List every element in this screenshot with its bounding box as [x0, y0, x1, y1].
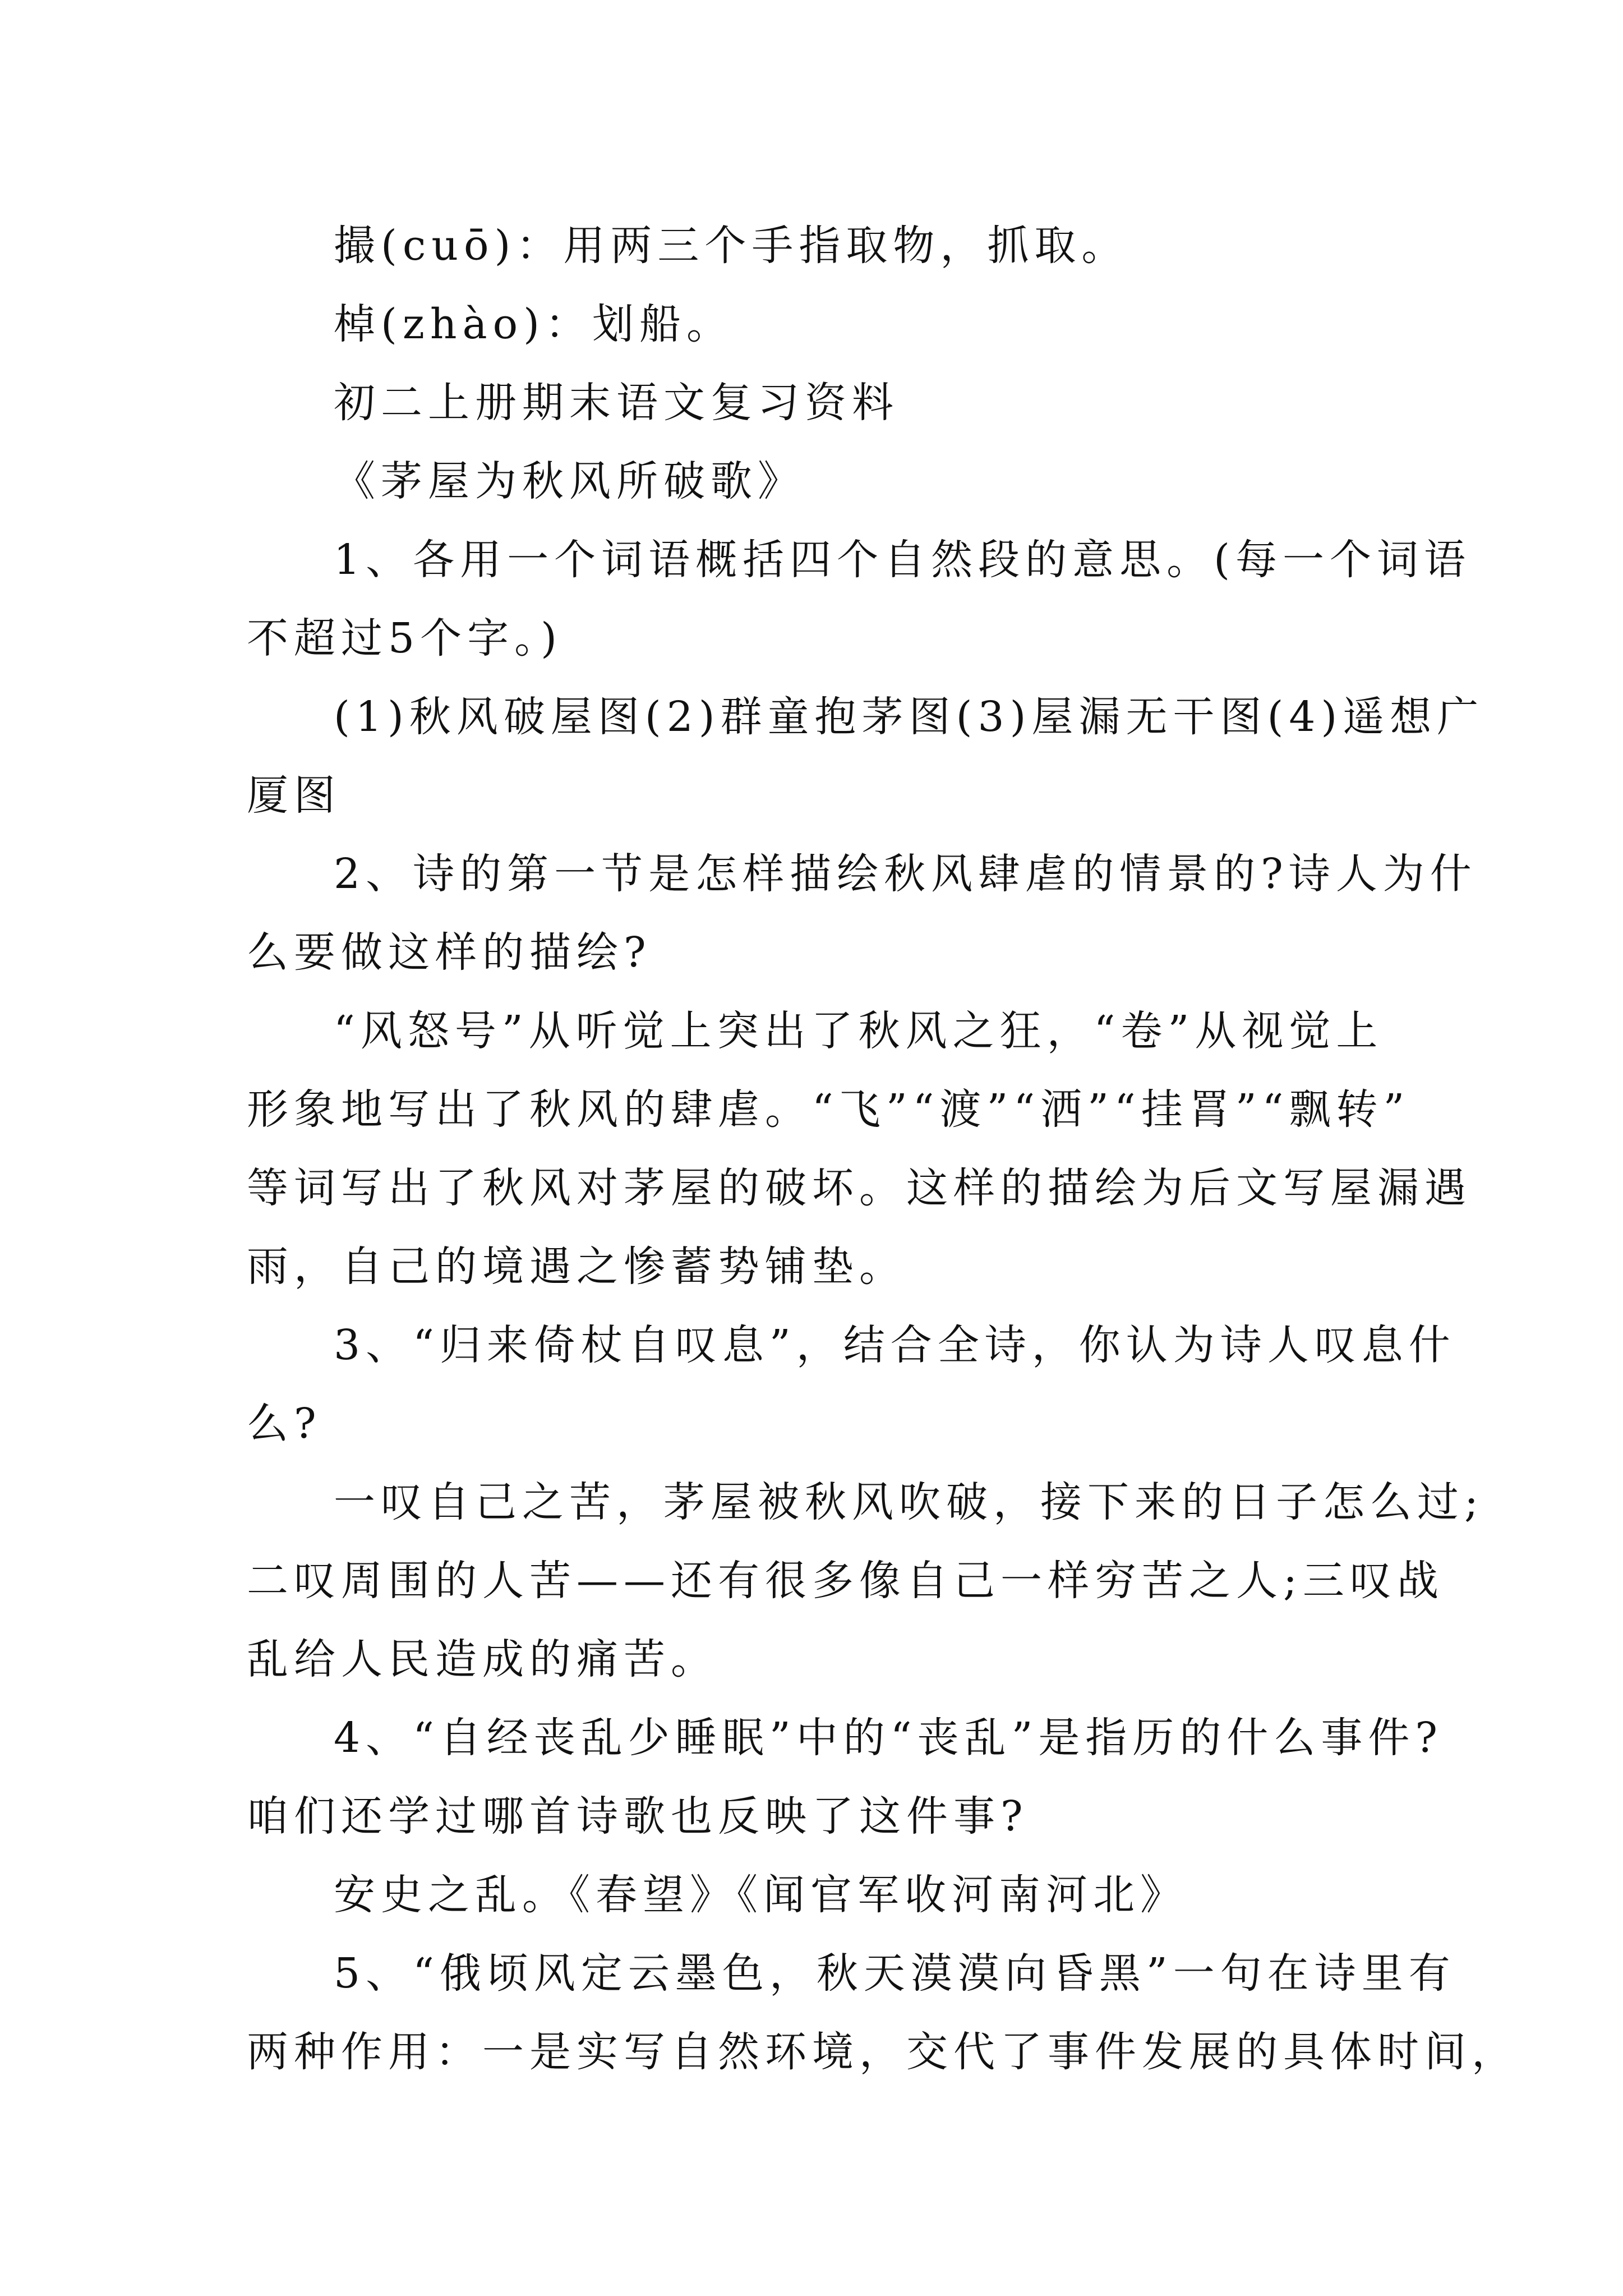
- question-1: 1、各用一个词语概括四个自然段的意思。(每一个词语: [334, 536, 1471, 584]
- answer-3: 一叹自己之苦，茅屋被秋风吹破，接下来的日子怎么过;: [334, 1478, 1484, 1526]
- text-line: 不超过5个字。): [247, 614, 562, 662]
- answer-1: (1)秋风破屋图(2)群童抱茅图(3)屋漏无干图(4)遥想广: [334, 693, 1484, 741]
- text-line: 棹(zhào)：划船。: [334, 300, 734, 348]
- text-line: 厦图: [247, 771, 341, 820]
- poem-title: 《茅屋为秋风所破歌》: [334, 457, 805, 505]
- question-5: 5、“俄顷风定云墨色，秋天漠漠向昏黑”一句在诗里有: [334, 1949, 1456, 1998]
- text-line: 么?: [247, 1400, 322, 1448]
- text-line: 二叹周围的人苦——还有很多像自己一样穷苦之人;三叹战: [247, 1557, 1444, 1605]
- text-line: 等词写出了秋风对茅屋的破坏。这样的描绘为后文写屋漏遇: [247, 1164, 1472, 1212]
- text-line: 雨，自己的境遇之惨蓄势铺垫。: [247, 1243, 906, 1291]
- question-4: 4、“自经丧乱少睡眠”中的“丧乱”是指历的什么事件?: [334, 1714, 1444, 1762]
- text-line: 撮(cuō)：用两三个手指取物，抓取。: [334, 222, 1129, 270]
- answer-4: 安史之乱。《春望》《闻官军收河南河北》: [334, 1871, 1187, 1919]
- text-line: 咱们还学过哪首诗歌也反映了这件事?: [247, 1792, 1029, 1841]
- question-3: 3、“归来倚杖自叹息”，结合全诗，你认为诗人叹息什: [334, 1321, 1456, 1369]
- text-line: 么要做这样的描绘?: [247, 928, 652, 977]
- answer-2: “风怒号”从听觉上突出了秋风之狂，“卷”从视觉上: [334, 1007, 1384, 1055]
- text-line: 形象地写出了秋风的肆虐。“飞”“渡”“洒”“挂罥”“飘转”: [247, 1085, 1410, 1134]
- heading: 初二上册期末语文复习资料: [334, 379, 899, 427]
- question-2: 2、诗的第一节是怎样描绘秋风肆虐的情景的?诗人为什: [334, 850, 1477, 898]
- text-line: 乱给人民造成的痛苦。: [247, 1635, 718, 1683]
- text-line: 两种作用：一是实写自然环境，交代了事件发展的具体时间，: [247, 2028, 1519, 2076]
